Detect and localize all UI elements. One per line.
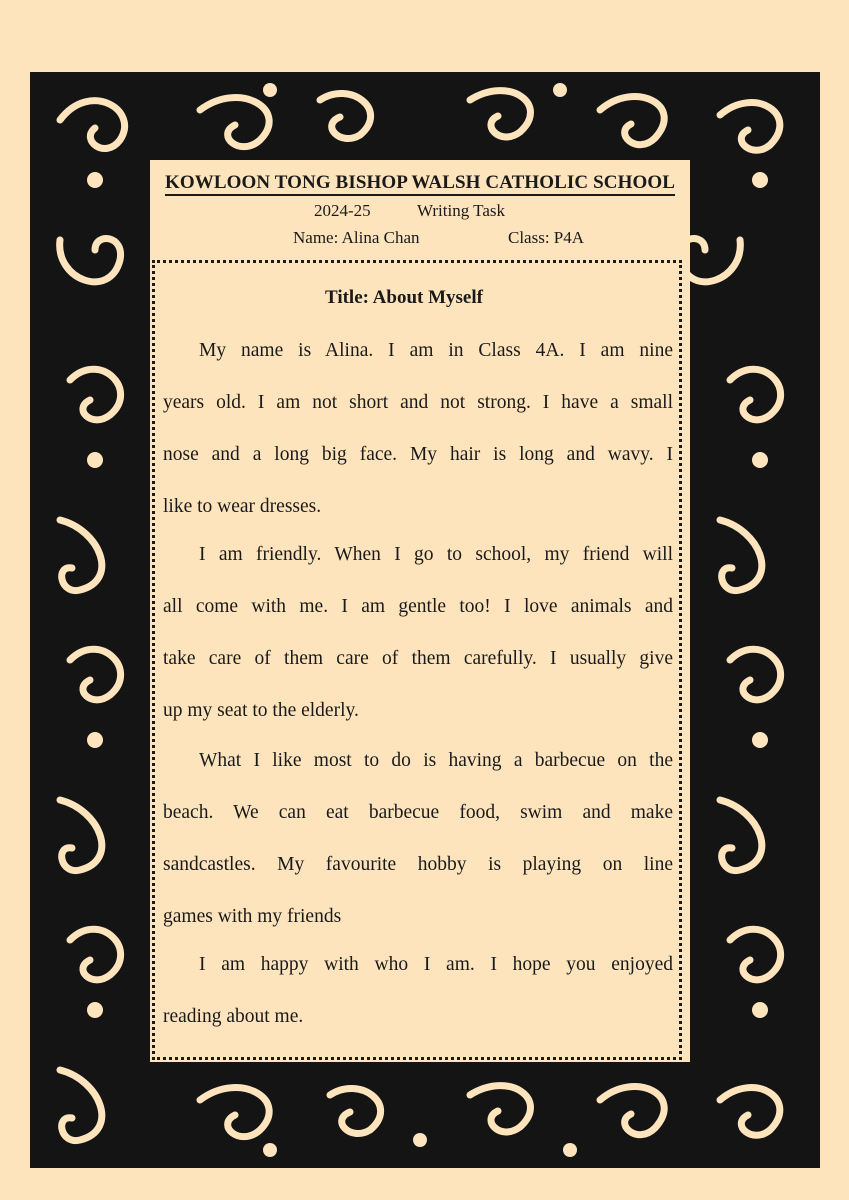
essay-line: like to wear dresses. bbox=[163, 496, 322, 517]
essay-line: years old. I am not short and not strong. I have a small bbox=[163, 392, 673, 413]
student-name: Name: Alina Chan bbox=[293, 228, 420, 247]
essay-line: reading about me. bbox=[163, 1006, 304, 1027]
school-header bbox=[150, 172, 690, 196]
essay-line: nose and a long big face. My hair is long and wavy. I bbox=[163, 444, 673, 465]
paragraph-1 bbox=[163, 325, 673, 533]
school-name: KOWLOON TONG BISHOP WALSH CATHOLIC SCHOOL bbox=[165, 172, 675, 196]
essay-line: beach. We can eat barbecue food, swim and make bbox=[163, 802, 673, 823]
essay-line: take care of them care of them carefully. I usually give bbox=[163, 648, 673, 669]
essay-line: games with my friends bbox=[163, 906, 342, 927]
paragraph-4 bbox=[163, 939, 673, 1043]
student-class: Class: P4A bbox=[508, 228, 585, 247]
essay-title: Title: About Myself bbox=[325, 287, 483, 308]
essay-box bbox=[152, 260, 682, 1060]
essay-line: I am happy with who I am. I hope you enjoyed bbox=[199, 954, 673, 975]
essay-line: sandcastles. My favourite hobby is playing on line bbox=[163, 854, 673, 875]
essay-line: all come with me. I am gentle too! I love animals and bbox=[163, 596, 673, 617]
school-year: 2024-25 bbox=[314, 201, 371, 220]
essay-line: What I like most to do is having a barbecue on the bbox=[199, 750, 673, 771]
paragraph-3 bbox=[163, 735, 673, 943]
paragraph-2 bbox=[163, 529, 673, 737]
task-label: Writing Task bbox=[417, 201, 505, 220]
essay-line: My name is Alina. I am in Class 4A. I am nine bbox=[199, 340, 673, 361]
essay-line: I am friendly. When I go to school, my friend will bbox=[199, 544, 673, 565]
essay-line: up my seat to the elderly. bbox=[163, 700, 359, 721]
